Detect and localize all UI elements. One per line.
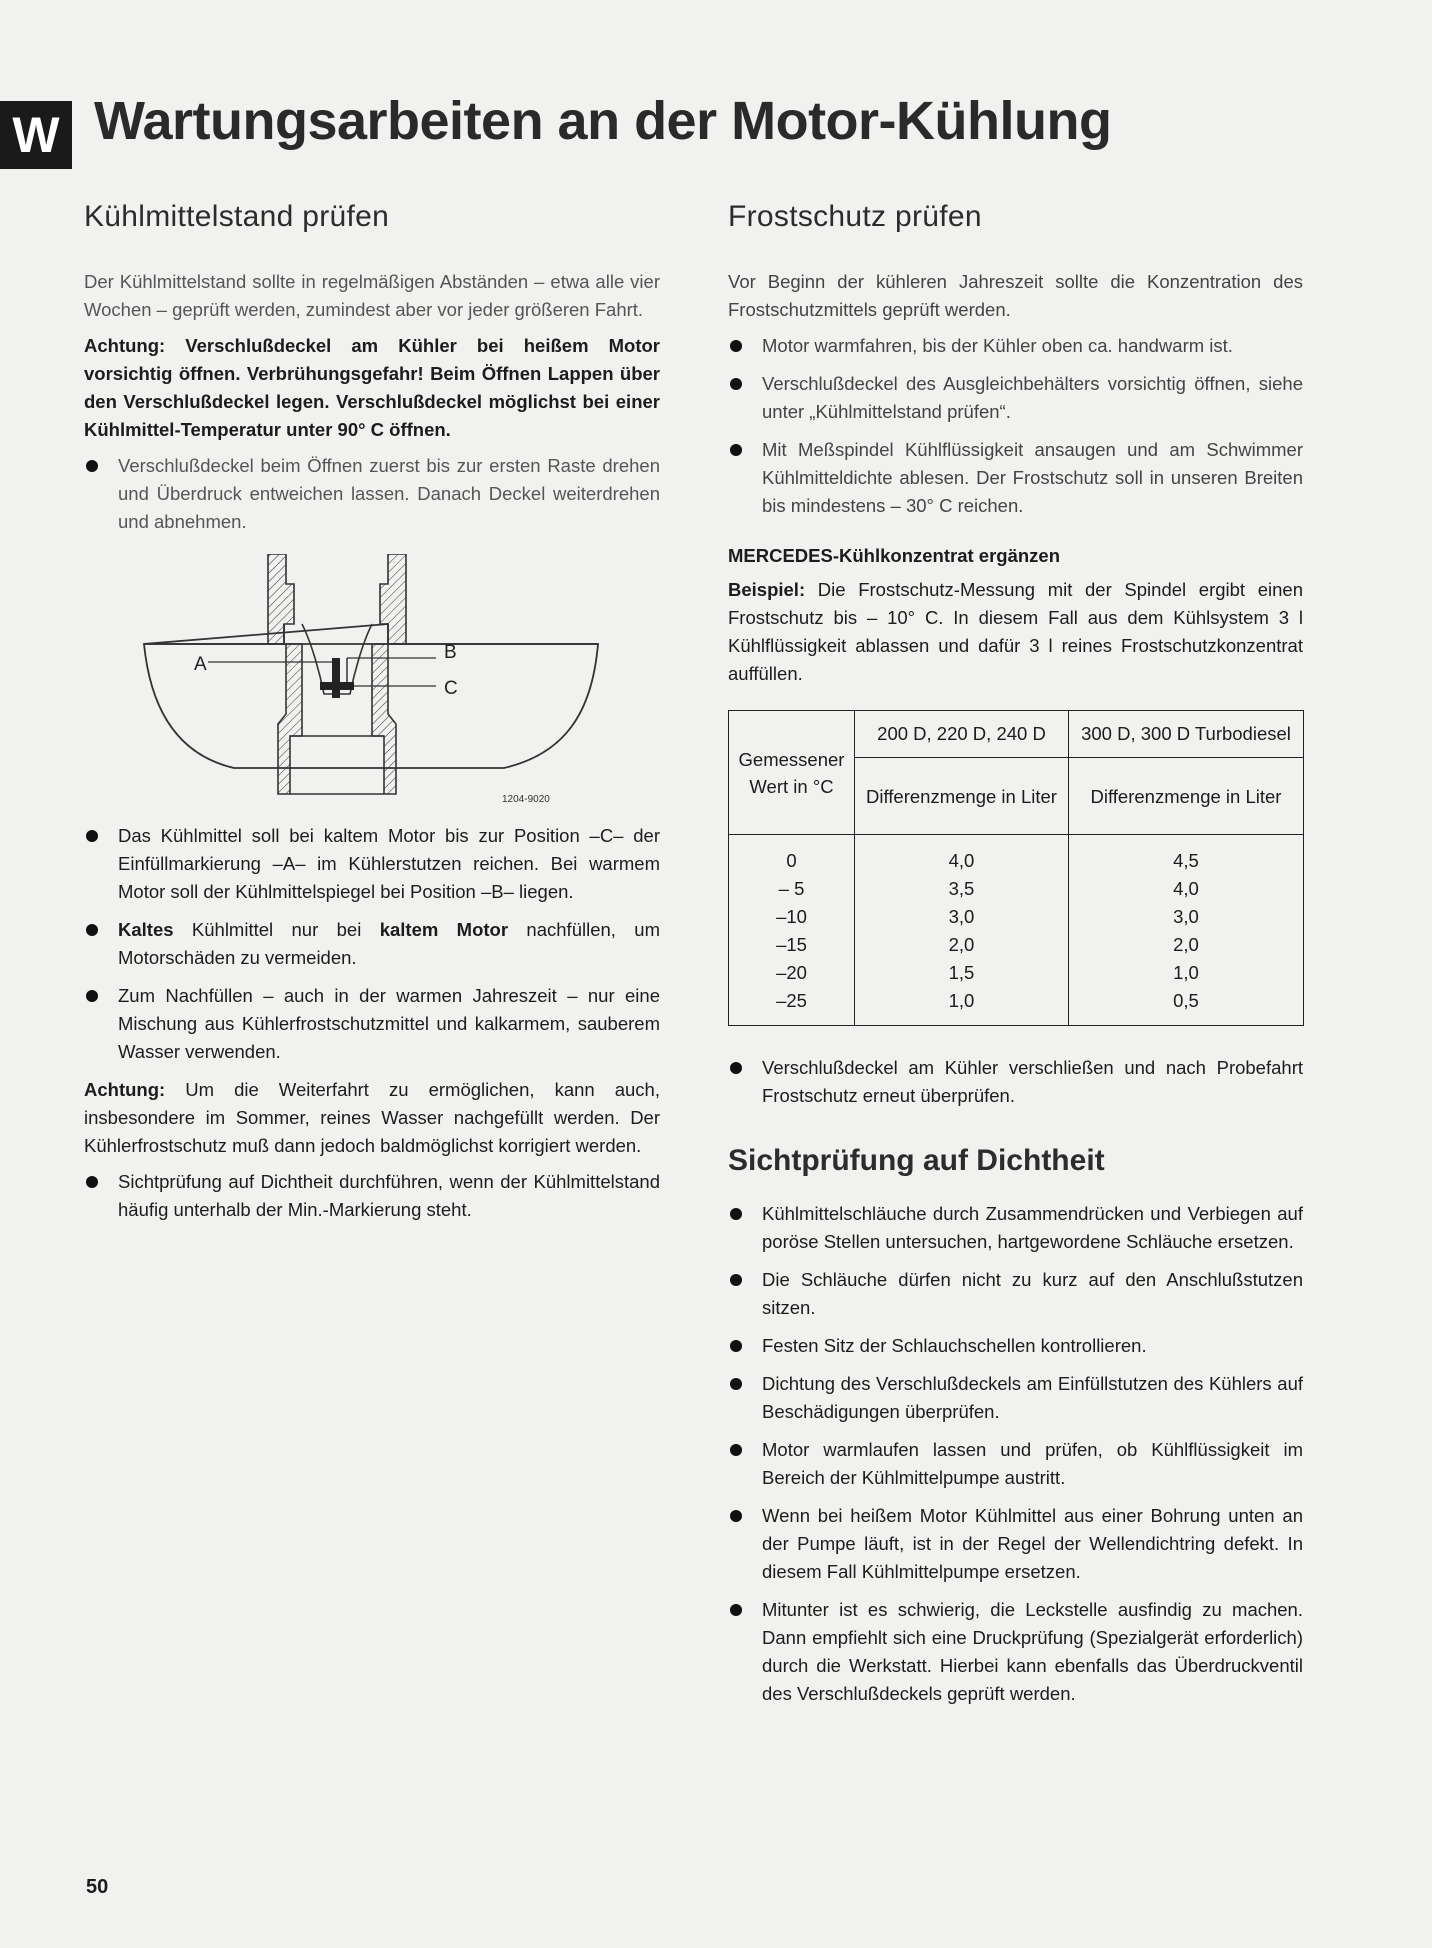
list-item-text: Kühlmittelschläuche durch Zusammendrücken und Verbiegen auf poröse Stellen untersuchen, hartgewordene Schläuche ersetzen. [762, 1203, 1303, 1252]
list-item-text: Motor warmfahren, bis der Kühler oben ca. handwarm ist. [762, 335, 1233, 356]
coolant-bullets [84, 822, 660, 1066]
header-models-1: 200 D, 220 D, 240 D [855, 711, 1069, 758]
final-bullet-list [84, 1168, 660, 1224]
list-item [728, 1332, 1303, 1360]
cold-text-2: nachfüllen, um Motorschäden zu vermeiden. [118, 919, 660, 968]
attention-paragraph [84, 1076, 660, 1160]
diff-values-1: 4,0 3,5 3,0 2,0 1,5 1,0 [855, 835, 1069, 1026]
list-item [728, 1054, 1303, 1110]
list-item [84, 452, 660, 536]
list-item-text: Das Kühlmittel soll bei kaltem Motor bis zur Position –C– der Einfüllmarkierung –A– im Kühlerstutzen reichen. Bei warmem Motor soll der Kühlmittelspiegel bei Position –B– liegen. [118, 825, 660, 902]
open-cap-list [84, 452, 660, 536]
label-b: B [444, 642, 457, 663]
bullet-icon [86, 1176, 98, 1188]
cold-word: Kaltes [118, 919, 174, 940]
list-item [728, 370, 1303, 426]
table-header-row [729, 711, 1304, 758]
figure-code: 1204-9020 [502, 794, 550, 804]
after-table-list [728, 1054, 1303, 1110]
attention-text: Um die Weiterfahrt zu ermöglichen, kann auch, insbesondere im Sommer, reines Wasser nachgefüllt werden. Der Kühlerfrostschutz muß dann jedoch baldmöglichst korrigiert werden. [84, 1079, 660, 1156]
filler-neck-svg [84, 554, 614, 804]
header-measured: Gemessener Wert in °C [729, 711, 855, 835]
list-item [728, 1596, 1303, 1708]
page-title: Wartungsarbeiten an der Motor-Kühlung [94, 91, 1112, 151]
tank-outline [144, 624, 598, 768]
measured-values: 0 – 5 –10 –15 –20 –25 [729, 835, 855, 1026]
intro-text: Vor Beginn der kühleren Jahreszeit sollte die Konzentration des Frostschutzmittels geprüft werden. [728, 271, 1303, 320]
antifreeze-bullets [728, 332, 1303, 520]
list-item-text: Mit Meßspindel Kühlflüssigkeit ansaugen und am Schwimmer Kühlmitteldichte ablesen. Der Frostschutz soll in unseren Breiten bis mindestens – 30° C reichen. [762, 439, 1303, 516]
section-badge: W [0, 101, 72, 169]
example-paragraph [728, 576, 1303, 688]
heading-antifreeze: Frostschutz prüfen [728, 200, 982, 233]
bullet-icon [730, 340, 742, 352]
filler-neck-diagram [84, 554, 614, 804]
warning-text: Achtung: Verschlußdeckel am Kühler bei heißem Motor vorsichtig öffnen. Verbrühungsgefahr! Beim Öffnen Lappen über den Verschlußdeckel legen. Verschlußdeckel möglichst bei einer Kühlmittel-Temperatur unter 90° C öffnen. [84, 335, 660, 440]
list-item [728, 1502, 1303, 1586]
page-number: 50 [86, 1876, 109, 1898]
subheader-diff-2: Differenzmenge in Liter [1068, 758, 1303, 835]
heading-leak-check: Sichtprüfung auf Dichtheit [728, 1144, 1105, 1177]
list-item-text: Zum Nachfüllen – auch in der warmen Jahreszeit – nur eine Mischung aus Kühlerfrostschutzmittel und kalkarmem, sauberem Wasser verwenden. [118, 985, 660, 1062]
list-item-text: Die Schläuche dürfen nicht zu kurz auf den Anschlußstutzen sitzen. [762, 1269, 1303, 1318]
list-item-text: Verschlußdeckel des Ausgleichbehälters vorsichtig öffnen, siehe unter „Kühlmittelstand prüfen“. [762, 373, 1303, 422]
list-item [728, 1370, 1303, 1426]
list-item [84, 916, 660, 972]
bullet-icon [730, 1208, 742, 1220]
bullet-icon [86, 830, 98, 842]
bullet-icon [86, 924, 98, 936]
antifreeze-table [728, 710, 1304, 1026]
list-item-text: Dichtung des Verschlußdeckels am Einfüllstutzen des Kühlers auf Beschädigungen überprüfen. [762, 1373, 1303, 1422]
list-item-text: Verschlußdeckel beim Öffnen zuerst bis zur ersten Raste drehen und Überdruck entweichen lassen. Danach Deckel weiterdrehen und abnehmen. [118, 455, 660, 532]
bullet-icon [730, 1274, 742, 1286]
bullet-icon [86, 460, 98, 472]
list-item-text: Mitunter ist es schwierig, die Leckstelle ausfindig zu machen. Dann empfiehlt sich eine Druckprüfung (Spezialgerät erforderlich) durch die Werkstatt. Hierbei kann ebenfalls das Überdruckventil des Verschlußdeckels geprüft werden. [762, 1599, 1303, 1704]
attention-label: Achtung: [84, 1079, 166, 1100]
diff-values-2: 4,5 4,0 3,0 2,0 1,0 0,5 [1068, 835, 1303, 1026]
intro-text: Der Kühlmittelstand sollte in regelmäßigen Abständen – etwa alle vier Wochen – geprüft werden, zumindest aber vor jeder größeren Fahrt. [84, 271, 660, 320]
leak-check-bullets [728, 1200, 1303, 1708]
list-item-text: Motor warmlaufen lassen und prüfen, ob Kühlflüssigkeit im Bereich der Kühlmittelpumpe austritt. [762, 1439, 1303, 1488]
table-values-row [729, 835, 1304, 1026]
bullet-icon [730, 1340, 742, 1352]
example-text: Die Frostschutz-Messung mit der Spindel ergibt einen Frostschutz bis – 10° C. In diesem Fall aus dem Kühlsystem 3 l Kühlflüssigkeit ablassen und dafür 3 l reines Frostschutzkonzentrat auffüllen. [728, 579, 1303, 684]
bullet-icon [730, 1510, 742, 1522]
list-item-text: Festen Sitz der Schlauchschellen kontrollieren. [762, 1335, 1147, 1356]
list-item [728, 1266, 1303, 1322]
header-models-2: 300 D, 300 D Turbodiesel [1068, 711, 1303, 758]
label-c: C [444, 678, 458, 699]
bullet-icon [730, 444, 742, 456]
bullet-icon [730, 1062, 742, 1074]
cold-motor-word: kaltem Motor [379, 919, 509, 940]
label-a: A [194, 654, 207, 675]
bullet-icon [730, 1444, 742, 1456]
cold-text-1: Kühlmittel nur bei [173, 919, 380, 940]
bullet-icon [730, 1378, 742, 1390]
list-item-text: Sichtprüfung auf Dichtheit durchführen, wenn der Kühlmittelstand häufig unterhalb der Min.-Markierung steht. [118, 1171, 660, 1220]
subheader-diff-1: Differenzmenge in Liter [855, 758, 1069, 835]
list-item-text: Verschlußdeckel am Kühler verschließen und nach Probefahrt Frostschutz erneut überprüfen. [762, 1057, 1303, 1106]
list-item-text: Wenn bei heißem Motor Kühlmittel aus einer Bohrung unten an der Pumpe läuft, ist in der Regel der Wellendichtring defekt. In diesem Fall Kühlmittelpumpe ersetzen. [762, 1505, 1303, 1582]
list-item [728, 436, 1303, 520]
bullet-icon [730, 378, 742, 390]
heading-coolant-level: Kühlmittelstand prüfen [84, 200, 390, 233]
list-item [84, 982, 660, 1066]
left-column [84, 200, 660, 1234]
right-column [728, 200, 1303, 1718]
list-item [728, 1436, 1303, 1492]
list-item [84, 1168, 660, 1224]
list-item [728, 332, 1303, 360]
list-item [728, 1200, 1303, 1256]
list-item [84, 822, 660, 906]
bullet-icon [730, 1604, 742, 1616]
subheading-concentrate: MERCEDES-Kühlkonzentrat ergänzen [728, 545, 1061, 566]
bullet-icon [86, 990, 98, 1002]
example-label: Beispiel: [728, 579, 806, 600]
